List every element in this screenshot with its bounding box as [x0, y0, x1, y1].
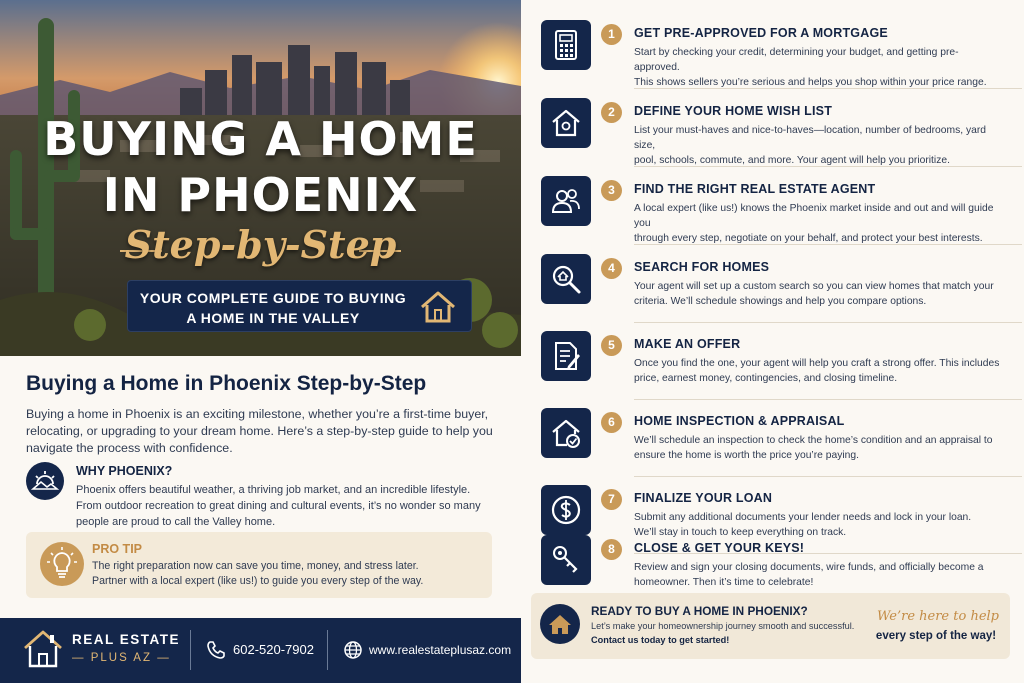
step-description-line1: Review and sign your closing documents, wire funds, and officially become a: [634, 562, 984, 573]
step-divider: [634, 166, 1022, 167]
desert-sun-icon: [26, 462, 64, 500]
step-description: [634, 201, 1004, 246]
step-description-line2: ensure the home is worth the price you’re paying.: [634, 450, 859, 461]
step-description-line1: Start by checking your credit, determining your budget, and getting pre-approved.: [634, 47, 959, 73]
step-item: [541, 168, 1001, 245]
step-number-badge: 6: [601, 412, 622, 433]
pro-tip-title: PRO TIP: [92, 542, 143, 556]
pro-tip-box: [26, 532, 492, 598]
step-description-line2: We’ll stay in touch to keep everything on track.: [634, 527, 847, 538]
step-icon-tile: [541, 20, 591, 70]
step-description: [634, 560, 1004, 590]
phone-icon: [206, 640, 226, 660]
step-icon-tile: [541, 535, 591, 585]
step-title: DEFINE YOUR HOME WISH LIST: [634, 104, 833, 118]
pro-tip-text: [92, 559, 482, 589]
step-description: [634, 433, 1004, 463]
step-number-badge: 4: [601, 258, 622, 279]
step-icon-tile: [541, 331, 591, 381]
cta-title: READY TO BUY A HOME IN PHOENIX?: [591, 604, 808, 618]
step-description: [634, 279, 1004, 309]
step-description-line1: A local expert (like us!) knows the Phoenix market inside and out and will guide you: [634, 203, 994, 229]
search-home-icon: [550, 263, 582, 295]
call-to-action-box[interactable]: [531, 593, 1010, 659]
brand-name-line2-text: PLUS AZ: [90, 652, 153, 664]
step-number-badge: 3: [601, 180, 622, 201]
house-icon: [540, 604, 580, 644]
step-title: SEARCH FOR HOMES: [634, 260, 770, 274]
step-number-badge: 8: [601, 539, 622, 560]
step-icon-tile: [541, 408, 591, 458]
step-title: MAKE AN OFFER: [634, 337, 741, 351]
brand-name-line1: REAL ESTATE: [72, 632, 181, 647]
step-title: FIND THE RIGHT REAL ESTATE AGENT: [634, 182, 876, 196]
intro-section: [26, 372, 506, 457]
step-item: [541, 323, 1001, 400]
steps-column: [521, 0, 1024, 683]
step-divider: [634, 244, 1022, 245]
why-phoenix-title: WHY PHOENIX?: [76, 464, 173, 478]
step-title: GET PRE-APPROVED FOR A MORTGAGE: [634, 26, 888, 40]
intro-text: Buying a home in Phoenix is an exciting milestone, whether you’re a first-time buyer, relocating, or upgrading to your dream home. Here’s a step-by-step guide to help you navigate the process with confidence.: [26, 407, 493, 455]
step-item: [541, 400, 1001, 477]
keys-icon: [550, 544, 582, 576]
step-title: CLOSE & GET YOUR KEYS!: [634, 541, 805, 555]
hero-banner-image: [0, 0, 521, 356]
guide-banner: [127, 280, 472, 332]
step-divider: [634, 88, 1022, 89]
pro-tip-line1: The right preparation now can save you time, money, and stress later.: [92, 560, 419, 572]
phone-number-link[interactable]: 602-520-7902: [233, 642, 314, 657]
step-icon-tile: [541, 254, 591, 304]
dollar-coin-icon: [550, 494, 582, 526]
step-number-badge: 7: [601, 489, 622, 510]
footer-divider: [327, 630, 328, 670]
step-description-line2: price, earnest money, contingencies, and closing timeline.: [634, 373, 898, 384]
hero-title-line2: IN PHOENIX: [102, 168, 419, 222]
step-description-line1: Your agent will set up a custom search so you can view homes that match your: [634, 281, 994, 292]
hero-script-subtitle: Step-by-Step: [124, 222, 397, 267]
cta-bold-text: every step of the way!: [875, 630, 997, 642]
step-number-badge: 2: [601, 102, 622, 123]
house-outline-icon: [418, 289, 458, 325]
website-link[interactable]: www.realestateplusaz.com: [369, 643, 512, 657]
globe-icon: [343, 640, 363, 660]
pro-tip-line2: Partner with a local expert (like us!) to guide you every step of the way.: [92, 575, 424, 587]
step-title: FINALIZE YOUR LOAN: [634, 491, 773, 505]
step-description-line2: pool, schools, commute, and more. Your agent will help you prioritize.: [634, 155, 950, 166]
home-check-icon: [550, 417, 582, 449]
guide-banner-line2: A HOME IN THE VALLEY: [186, 310, 360, 326]
calculator-icon: [550, 29, 582, 61]
footer-bar: [0, 618, 521, 683]
step-item: [541, 90, 1001, 167]
step-description: [634, 123, 1004, 168]
step-item: [541, 246, 1001, 323]
cta-line1: Let’s make your homeownership journey smooth and successful.: [591, 621, 855, 631]
step-item: [541, 12, 1001, 89]
step-description-line2: through every step, negotiate on your behalf, and protect your best interests.: [634, 233, 983, 244]
step-title: HOME INSPECTION & APPRAISAL: [634, 414, 845, 428]
lightbulb-icon: [40, 542, 84, 586]
house-wishlist-icon: [550, 107, 582, 139]
brand-name-line2: — PLUS AZ —: [72, 652, 171, 664]
intro-title: Buying a Home in Phoenix Step-by-Step: [26, 372, 427, 395]
step-description-line1: We’ll schedule an inspection to check the home’s condition and an appraisal to: [634, 435, 993, 446]
guide-banner-line1: YOUR COMPLETE GUIDE TO BUYING: [139, 290, 407, 306]
step-description: [634, 45, 1004, 90]
step-number-badge: 5: [601, 335, 622, 356]
step-description-line1: Submit any additional documents your lender needs and lock in your loan.: [634, 512, 972, 523]
step-icon-tile: [541, 176, 591, 226]
brand-house-logo-icon: [22, 628, 64, 670]
step-description-line2: homeowner. Then it’s time to celebrate!: [634, 577, 814, 588]
why-phoenix-text: Phoenix offers beautiful weather, a thriving job market, and an incredible lifestyle. From outdoor recreation to great dining and cultural events, it’s no wonder so many people are proud to call the Valley home.: [76, 484, 481, 528]
step-description-line2: criteria. We’ll schedule showings and help you compare options.: [634, 296, 927, 307]
step-description-line2: This shows sellers you’re serious and helps you shop within your price range.: [634, 77, 987, 88]
document-offer-icon: [550, 340, 582, 372]
step-description-line1: Once you find the one, your agent will help you craft a strong offer. This includes: [634, 358, 1000, 369]
step-icon-tile: [541, 98, 591, 148]
cta-script-text: We’re here to help: [876, 609, 999, 624]
agents-icon: [550, 185, 582, 217]
step-number-badge: 1: [601, 24, 622, 45]
step-description: [634, 356, 1004, 386]
footer-divider: [190, 630, 191, 670]
hero-title-line1: BUYING A HOME: [43, 112, 478, 166]
cta-contact-link[interactable]: Contact us today to get started!: [591, 635, 730, 645]
step-description-line1: List your must-haves and nice-to-haves—location, number of bedrooms, yard size,: [634, 125, 986, 151]
